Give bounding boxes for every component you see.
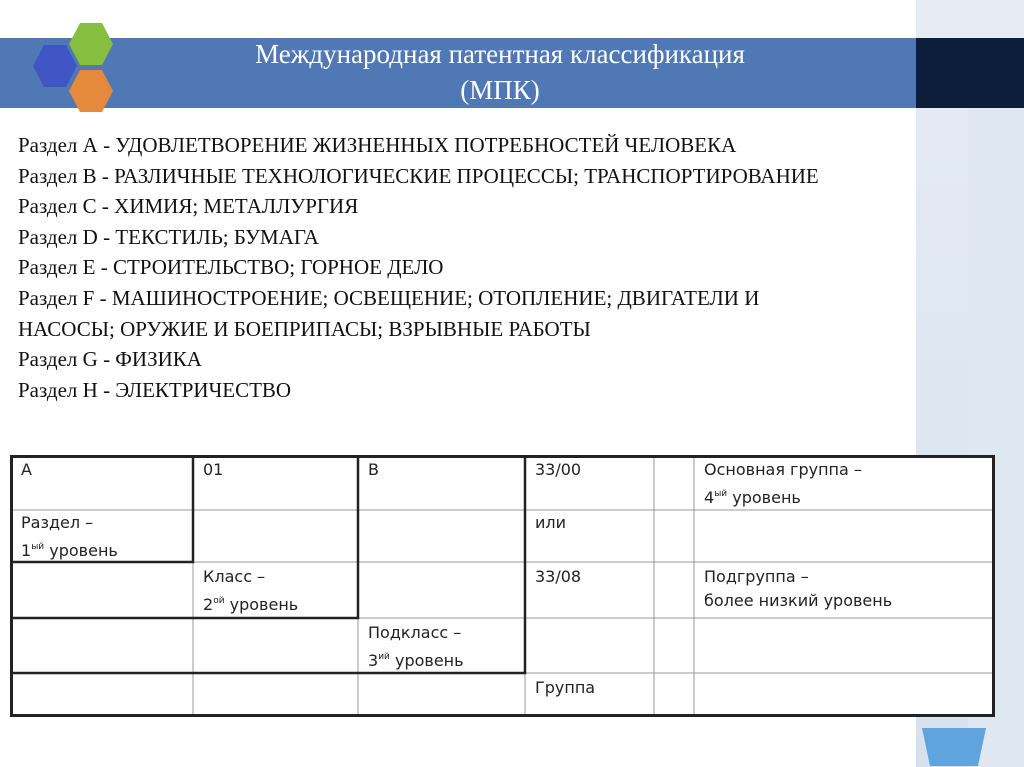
corner-chevron-icon: [918, 722, 990, 767]
subclass-code-cell: B: [368, 460, 379, 479]
section-desc-cell: [21, 511, 118, 563]
section-code-cell: A: [21, 460, 32, 479]
section-level: $1^{ый}$ уровень: [21, 541, 118, 560]
group-cell: Группа: [535, 678, 596, 697]
title-line-1: Международная патентная классификация: [255, 39, 745, 69]
title-line-2: (МПК): [460, 75, 540, 105]
section-item: Раздел Е - СТРОИТЕЛЬСТВО; ГОРНОЕ ДЕЛО: [18, 255, 444, 280]
subgroup-desc: более низкий уровень: [704, 591, 893, 610]
section-item: Раздел H - ЭЛЕКТРИЧЕСТВО: [18, 377, 292, 402]
main-group-label: Основная группа –: [704, 460, 862, 479]
page-title: [120, 36, 880, 108]
section-item: Раздел D - ТЕКСТИЛЬ; БУМАГА: [18, 224, 319, 249]
subgroup-desc-cell: [704, 565, 892, 613]
subclass-label: Подкласс –: [368, 623, 462, 642]
main-group-level: $4^{ый}$ уровень: [704, 488, 801, 507]
subclass-level: $3^{ий}$ уровень: [368, 651, 464, 670]
section-item: Раздел В - РАЗЛИЧНЫЕ ТЕХНОЛОГИЧЕСКИЕ ПРОЦЕССЫ; ТРАНСПОРТИРОВАНИЕ: [18, 163, 819, 188]
section-item: Раздел G - ФИЗИКА: [18, 347, 202, 372]
main-group-desc-cell: [704, 458, 862, 510]
main-group-code-cell: 33/00: [535, 460, 582, 479]
classification-scheme-table: [10, 455, 995, 717]
section-item: Раздел С - ХИМИЯ; МЕТАЛЛУРГИЯ: [18, 194, 359, 219]
section-item: Раздел А - УДОВЛЕТВОРЕНИЕ ЖИЗНЕННЫХ ПОТРЕБНОСТЕЙ ЧЕЛОВЕКА: [18, 133, 737, 157]
class-code-cell: 01: [203, 460, 224, 479]
class-label: Класс –: [203, 567, 266, 586]
class-level: $2^{ой}$ уровень: [203, 595, 299, 614]
class-desc-cell: [203, 565, 298, 617]
header-dark-block: [916, 38, 1024, 108]
subgroup-label: Подгруппа –: [704, 567, 809, 586]
section-label: Раздел –: [21, 513, 94, 532]
section-item: Раздел F - МАШИНОСТРОЕНИЕ; ОСВЕЩЕНИЕ; ОТОПЛЕНИЕ; ДВИГАТЕЛИ И: [18, 285, 760, 310]
or-cell: или: [535, 513, 567, 532]
section-list: [18, 130, 1008, 405]
subgroup-code-cell: 33/08: [535, 567, 582, 586]
section-item: НАСОСЫ; ОРУЖИЕ И БОЕПРИПАСЫ; ВЗРЫВНЫЕ РАБОТЫ: [18, 316, 591, 341]
hexagon-logo-icon: [8, 20, 118, 122]
subclass-desc-cell: [368, 621, 464, 673]
